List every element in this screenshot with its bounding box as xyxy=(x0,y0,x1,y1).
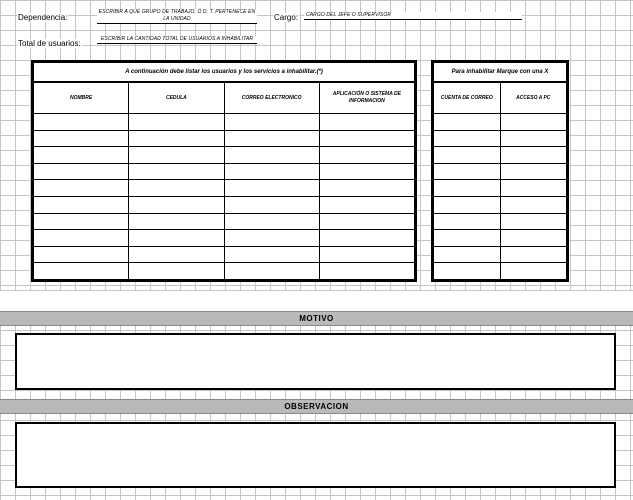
acceso-pc-cell[interactable] xyxy=(500,147,567,164)
cuenta-correo-cell[interactable] xyxy=(434,180,501,197)
table-row xyxy=(434,130,567,147)
table-row xyxy=(34,230,415,247)
motivo-textarea[interactable] xyxy=(15,333,616,390)
cuenta-correo-cell[interactable] xyxy=(434,114,501,131)
col-cuenta-correo: CUENTA DE CORREO xyxy=(434,82,501,114)
cuenta-correo-cell[interactable] xyxy=(434,230,501,247)
correo-cell[interactable] xyxy=(224,213,319,230)
aplicacion-cell[interactable] xyxy=(319,147,414,164)
cuenta-correo-cell[interactable] xyxy=(434,263,501,280)
aplicacion-cell[interactable] xyxy=(319,163,414,180)
table-row xyxy=(34,163,415,180)
col-nombre: NOMBRE xyxy=(34,82,129,114)
nombre-cell[interactable] xyxy=(34,114,129,131)
cedula-cell[interactable] xyxy=(129,180,224,197)
aplicacion-cell[interactable] xyxy=(319,180,414,197)
cedula-cell[interactable] xyxy=(129,114,224,131)
correo-cell[interactable] xyxy=(224,246,319,263)
acceso-pc-cell[interactable] xyxy=(500,163,567,180)
table-row xyxy=(434,163,567,180)
observacion-header: OBSERVACION xyxy=(0,399,633,414)
nombre-cell[interactable] xyxy=(34,196,129,213)
table-row xyxy=(34,114,415,131)
table-row xyxy=(434,196,567,213)
cargo-field[interactable]: CARGO DEL JEFE O SUPERVISOR xyxy=(304,12,522,20)
col-correo: CORREO ELECTRONICO xyxy=(224,82,319,114)
acceso-pc-cell[interactable] xyxy=(500,130,567,147)
table-row xyxy=(434,246,567,263)
acceso-pc-cell[interactable] xyxy=(500,196,567,213)
aplicacion-cell[interactable] xyxy=(319,114,414,131)
acceso-pc-cell[interactable] xyxy=(500,263,567,280)
cedula-cell[interactable] xyxy=(129,263,224,280)
cedula-cell[interactable] xyxy=(129,213,224,230)
table-row xyxy=(34,196,415,213)
correo-cell[interactable] xyxy=(224,114,319,131)
nombre-cell[interactable] xyxy=(34,246,129,263)
correo-cell[interactable] xyxy=(224,163,319,180)
dependencia-field[interactable]: ESCRIBIR A QUÉ GRUPO DE TRABAJO, Ó D. T. PERTENECE EN LA UNIDAD xyxy=(98,9,256,22)
nombre-cell[interactable] xyxy=(34,147,129,164)
disable-table xyxy=(433,62,567,280)
correo-cell[interactable] xyxy=(224,147,319,164)
table-row xyxy=(34,263,415,280)
aplicacion-cell[interactable] xyxy=(319,230,414,247)
total-usuarios-field[interactable]: ESCRIBIR LA CANTIDAD TOTAL DE USUARIOS A INHABILITAR xyxy=(97,36,257,44)
acceso-pc-cell[interactable] xyxy=(500,114,567,131)
users-table-title: A continuación debe listar los usuarios y los servicios a inhabilitar.(*) xyxy=(34,63,415,83)
table-row xyxy=(434,147,567,164)
nombre-cell[interactable] xyxy=(34,180,129,197)
acceso-pc-cell[interactable] xyxy=(500,230,567,247)
col-aplicacion: APLICACIÓN O SISTEMA DE INFORMACION xyxy=(319,82,414,114)
aplicacion-cell[interactable] xyxy=(319,196,414,213)
table-row xyxy=(434,230,567,247)
nombre-cell[interactable] xyxy=(34,130,129,147)
cedula-cell[interactable] xyxy=(129,230,224,247)
table-row xyxy=(434,114,567,131)
acceso-pc-cell[interactable] xyxy=(500,180,567,197)
nombre-cell[interactable] xyxy=(34,163,129,180)
cedula-cell[interactable] xyxy=(129,163,224,180)
cedula-cell[interactable] xyxy=(129,246,224,263)
aplicacion-cell[interactable] xyxy=(319,213,414,230)
table-row xyxy=(34,180,415,197)
users-table-box xyxy=(31,60,417,282)
table-row xyxy=(434,213,567,230)
section-separator xyxy=(0,290,633,313)
aplicacion-cell[interactable] xyxy=(319,263,414,280)
nombre-cell[interactable] xyxy=(34,213,129,230)
table-row xyxy=(34,213,415,230)
cuenta-correo-cell[interactable] xyxy=(434,147,501,164)
observacion-textarea[interactable] xyxy=(15,422,616,488)
nombre-cell[interactable] xyxy=(34,263,129,280)
aplicacion-cell[interactable] xyxy=(319,246,414,263)
cuenta-correo-cell[interactable] xyxy=(434,246,501,263)
correo-cell[interactable] xyxy=(224,180,319,197)
cuenta-correo-cell[interactable] xyxy=(434,213,501,230)
col-acceso-pc: ACCESO A PC xyxy=(500,82,567,114)
correo-cell[interactable] xyxy=(224,196,319,213)
aplicacion-cell[interactable] xyxy=(319,130,414,147)
table-row xyxy=(434,180,567,197)
table-row xyxy=(34,130,415,147)
correo-cell[interactable] xyxy=(224,130,319,147)
correo-cell[interactable] xyxy=(224,230,319,247)
table-row xyxy=(34,147,415,164)
correo-cell[interactable] xyxy=(224,263,319,280)
cargo-label: Cargo: xyxy=(274,13,299,22)
table-row xyxy=(34,246,415,263)
acceso-pc-cell[interactable] xyxy=(500,246,567,263)
cuenta-correo-cell[interactable] xyxy=(434,196,501,213)
motivo-header: MOTIVO xyxy=(0,311,633,326)
cedula-cell[interactable] xyxy=(129,147,224,164)
acceso-pc-cell[interactable] xyxy=(500,213,567,230)
cedula-cell[interactable] xyxy=(129,130,224,147)
users-table xyxy=(33,62,415,280)
dependencia-label: Dependencia: xyxy=(18,13,68,22)
table-row xyxy=(434,263,567,280)
cuenta-correo-cell[interactable] xyxy=(434,163,501,180)
cuenta-correo-cell[interactable] xyxy=(434,130,501,147)
nombre-cell[interactable] xyxy=(34,230,129,247)
cedula-cell[interactable] xyxy=(129,196,224,213)
col-cedula: CEDULA xyxy=(129,82,224,114)
disable-table-box xyxy=(431,60,569,282)
total-usuarios-label: Total de usuarios: xyxy=(18,39,81,48)
disable-table-title: Para inhabilitar Marque con una X xyxy=(434,63,567,83)
